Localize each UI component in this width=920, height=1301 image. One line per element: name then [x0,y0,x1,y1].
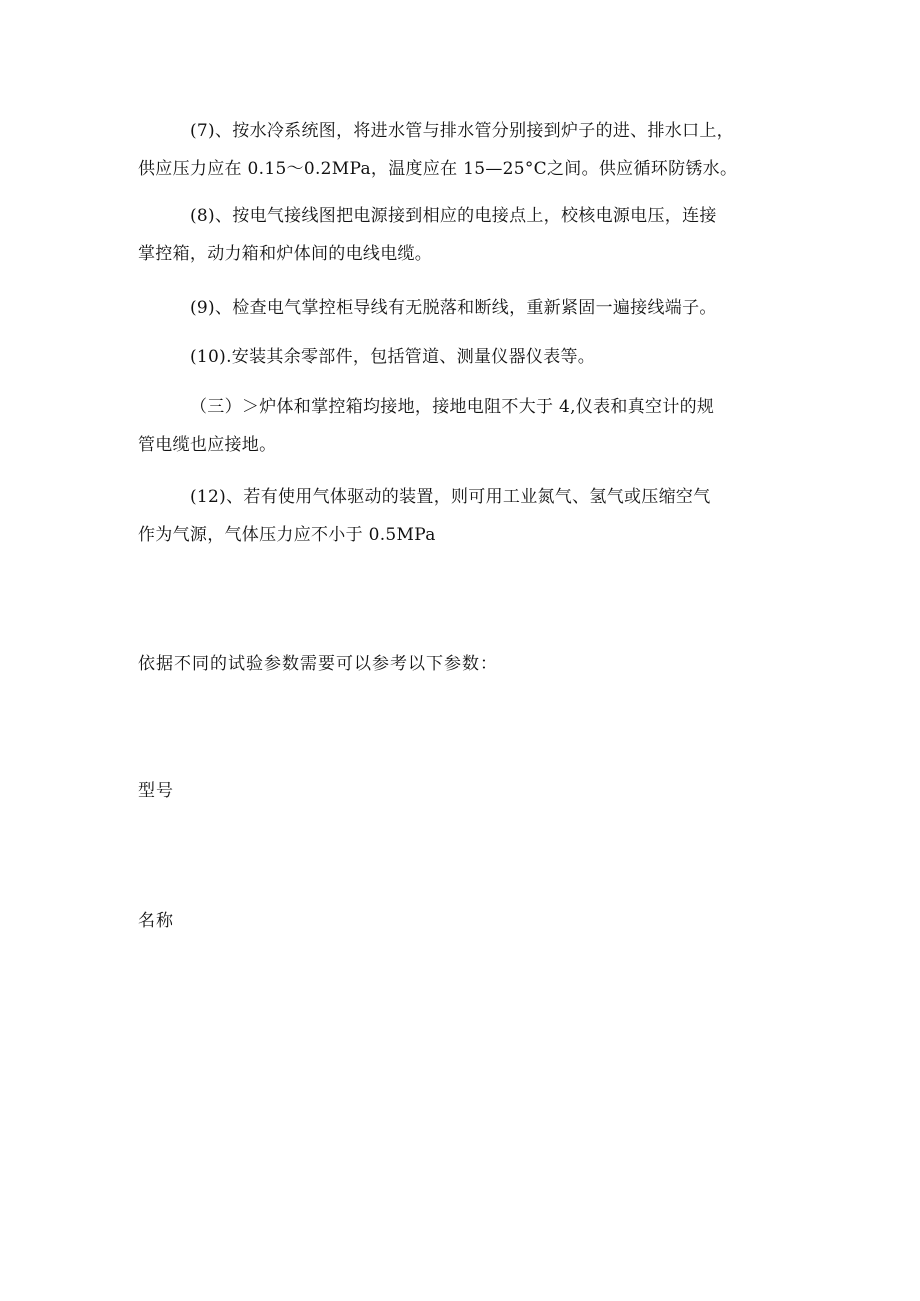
paragraph-line: (12)、若有使用气体驱动的装置，则可用工业氮气、氢气或压缩空气 [190,487,711,507]
paragraph-line: (8)、按电气接线图把电源接到相应的电接点上，校核电源电压，连接 [190,206,717,226]
paragraph-line: 掌控箱，动力箱和炉体间的电线电缆。 [138,244,433,264]
paragraph-install-parts [138,338,800,376]
paragraph-line: 作为气源，气体压力应不小于 0.5MPa [138,525,436,545]
paragraph-line: 供应压力应在 0.15～0.2MPa，温度应在 15—25°C之间。供应循环防锈水。 [138,159,738,179]
model-label: 型号 [138,781,174,801]
paragraph-line: （三）＞炉体和掌控箱均接地，接地电阻不大于 4,仪表和真空计的规 [190,397,715,417]
paragraph-line: (10).安装其余零部件，包括管道、测量仪器仪表等。 [190,347,596,367]
paragraph-grounding [138,388,800,464]
paragraph-inspect-cabinet [138,289,800,327]
paragraph-line: (9)、检查电气掌控柜导线有无脱落和断线，重新紧固一遍接线端子。 [190,298,717,318]
reference-note: 依据不同的试验参数需要可以参考以下参数： [138,654,498,674]
paragraph-line: 管电缆也应接地。 [138,435,277,455]
paragraph-electrical-wiring [138,197,800,273]
name-label: 名称 [138,911,174,931]
paragraph-line: (7)、按水冷系统图，将进水管与排水管分别接到炉子的进、排水口上， [190,121,734,141]
paragraph-gas-source [138,478,800,554]
paragraph-water-cooling [138,112,800,188]
